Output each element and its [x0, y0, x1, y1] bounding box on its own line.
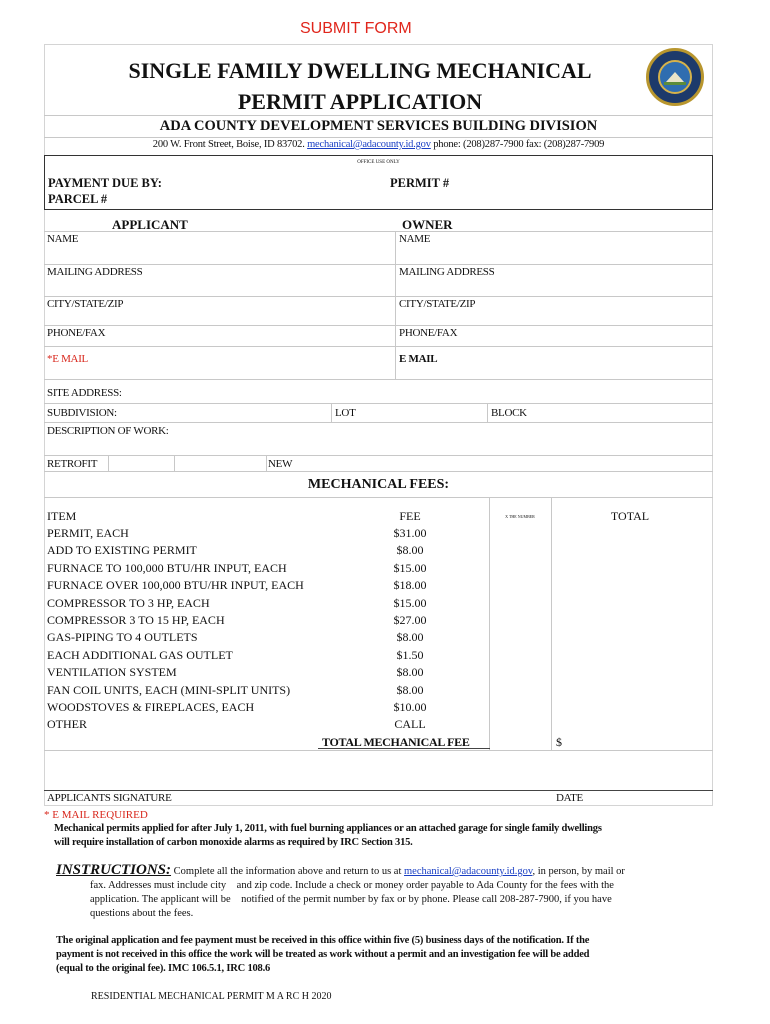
instructions-heading: INSTRUCTIONS:	[56, 862, 172, 878]
fee-row-amount: $27.00	[393, 613, 427, 627]
submit-form-button[interactable]: SUBMIT FORM	[300, 20, 412, 37]
fee-row-total-field[interactable]	[552, 664, 712, 680]
instructions-part-2: , in person, by mail or	[532, 866, 625, 877]
phone-fax: phone: (208)287-7900 fax: (208)287-7909	[433, 139, 605, 150]
fee-row-item: OTHER	[47, 717, 87, 732]
signature-label: APPLICANTS SIGNATURE	[47, 792, 172, 804]
fee-row-item: PERMIT, EACH	[47, 526, 129, 540]
permit-number-label: PERMIT #	[390, 176, 450, 190]
fee-row-amount: $8.00	[396, 543, 424, 558]
title-line-2: PERMIT APPLICATION	[237, 89, 483, 114]
fee-row-amount: $31.00	[393, 526, 427, 540]
original-notice-line-1: The original application and fee payment must be received in this office within five (5) business days of the notification. If the	[56, 935, 590, 946]
applicant-mailing-field[interactable]: MAILING ADDRESS	[47, 266, 143, 278]
contact-line	[44, 139, 713, 150]
fee-row-total-field[interactable]	[552, 682, 712, 698]
new-checkbox[interactable]: NEW	[268, 458, 293, 470]
fee-row-total-field[interactable]	[552, 647, 712, 663]
email-link[interactable]: mechanical@adacounty.id.gov	[307, 139, 431, 150]
description-of-work-field[interactable]: DESCRIPTION OF WORK:	[47, 425, 169, 437]
payment-due-label: PAYMENT DUE BY:	[48, 176, 162, 190]
fee-row-amount: $8.00	[396, 630, 424, 645]
fee-row-quantity-field[interactable]	[490, 560, 550, 576]
applicant-heading: APPLICANT	[112, 217, 188, 232]
original-notice-line-3: (equal to the original fee). IMC 106.5.1, IRC 108.6	[56, 963, 271, 974]
office-use-label: OFFICE USE ONLY	[357, 160, 400, 165]
fee-row-total-field[interactable]	[552, 699, 712, 715]
applicant-city-field[interactable]: CITY/STATE/ZIP	[47, 298, 124, 310]
total-fee-field[interactable]	[570, 735, 710, 749]
fee-row-item: EACH ADDITIONAL GAS OUTLET	[47, 647, 233, 662]
fee-row-item: WOODSTOVES & FIREPLACES, EACH	[47, 700, 255, 714]
fee-row-amount: $18.00	[393, 578, 427, 593]
owner-phone-field[interactable]: PHONE/FAX	[399, 327, 458, 339]
total-mechanical-fee-label: TOTAL MECHANICAL FEE	[322, 735, 470, 749]
form-title	[70, 55, 650, 117]
parcel-number-label: PARCEL #	[48, 192, 108, 206]
fee-row-total-field[interactable]	[552, 542, 712, 558]
fee-row-total-field[interactable]	[552, 716, 712, 732]
email-required-note: * E MAIL REQUIRED	[44, 809, 148, 821]
applicant-email-field[interactable]: *E MAIL	[47, 353, 88, 365]
fee-row-item: ADD TO EXISTING PERMIT	[47, 543, 197, 558]
owner-heading: OWNER	[402, 217, 453, 232]
fee-row-quantity-field[interactable]	[490, 716, 550, 732]
fee-row-amount: $15.00	[393, 560, 427, 575]
footer-form-id: RESIDENTIAL MECHANICAL PERMIT M A RC H 2020	[91, 991, 332, 1002]
instructions-line-4: questions about the fees.	[90, 908, 194, 919]
fees-col-fee: FEE	[399, 509, 421, 523]
total-currency: $	[556, 735, 562, 749]
fee-row-quantity-field[interactable]	[490, 595, 550, 611]
fee-row-amount: $15.00	[393, 595, 427, 610]
fee-row-amount: $1.50	[396, 647, 424, 662]
county-seal-icon	[646, 48, 704, 106]
fee-row-total-field[interactable]	[552, 560, 712, 576]
title-line-1: SINGLE FAMILY DWELLING MECHANICAL	[128, 58, 592, 83]
fee-row-total-field[interactable]	[552, 525, 712, 541]
fee-row-quantity-field[interactable]	[490, 629, 550, 645]
owner-mailing-field[interactable]: MAILING ADDRESS	[399, 266, 495, 278]
fees-col-item: ITEM	[47, 509, 77, 523]
fee-row-quantity-field[interactable]	[490, 664, 550, 680]
fee-row-item: COMPRESSOR TO 3 HP, EACH	[47, 595, 210, 610]
fee-row-quantity-field[interactable]	[490, 612, 550, 628]
owner-name-field[interactable]: NAME	[399, 233, 431, 245]
fee-row-quantity-field[interactable]	[490, 577, 550, 593]
fee-row-amount: $10.00	[393, 700, 427, 714]
fee-row-item: FAN COIL UNITS, EACH (MINI-SPLIT UNITS)	[47, 682, 291, 697]
original-notice-line-2: payment is not received in this office the work will be treated as work without a permit and an investigation fee will be added	[56, 949, 590, 960]
fee-row-total-field[interactable]	[552, 612, 712, 628]
fee-row-amount: $8.00	[396, 682, 424, 697]
mechanical-fees-heading: MECHANICAL FEES:	[307, 477, 450, 492]
co-notice-line-2: will require installation of carbon monoxide alarms as required by IRC Section 315.	[54, 837, 413, 848]
fee-row-item: GAS-PIPING TO 4 OUTLETS	[47, 630, 198, 645]
fee-row-quantity-field[interactable]	[490, 525, 550, 541]
fee-row-quantity-field[interactable]	[490, 682, 550, 698]
lot-field[interactable]: LOT	[335, 407, 356, 419]
site-address-field[interactable]: SITE ADDRESS:	[47, 387, 122, 399]
applicant-phone-field[interactable]: PHONE/FAX	[47, 327, 106, 339]
fees-col-number: X THE NUMBER	[505, 514, 535, 519]
block-field[interactable]: BLOCK	[491, 407, 527, 419]
fee-row-item: COMPRESSOR 3 TO 15 HP, EACH	[47, 613, 225, 627]
fee-row-item: VENTILATION SYSTEM	[47, 665, 177, 680]
fee-row-total-field[interactable]	[552, 595, 712, 611]
fee-row-total-field[interactable]	[552, 577, 712, 593]
subdivision-field[interactable]: SUBDIVISION:	[47, 407, 117, 419]
fee-row-quantity-field[interactable]	[490, 647, 550, 663]
applicant-name-field[interactable]: NAME	[47, 233, 79, 245]
retrofit-checkbox[interactable]: RETROFIT	[47, 458, 98, 470]
instructions-line-1	[56, 862, 625, 879]
fee-row-amount: $8.00	[396, 665, 424, 680]
owner-city-field[interactable]: CITY/STATE/ZIP	[399, 298, 476, 310]
date-label: DATE	[556, 792, 583, 804]
signature-field[interactable]	[44, 750, 713, 790]
fee-row-amount: CALL	[394, 717, 426, 732]
owner-email-field[interactable]: E MAIL	[399, 353, 438, 365]
instructions-part-1: Complete all the information above and return to us at	[173, 866, 402, 877]
fee-row-item: FURNACE OVER 100,000 BTU/HR INPUT, EACH	[47, 578, 304, 593]
co-notice-line-1: Mechanical permits applied for after July 1, 2011, with fuel burning appliances or an attached garage for single family dwellings	[54, 823, 602, 834]
instructions-line-3: application. The applicant will be notified of the permit number by fax or by phone. Please call 208-287-7900, if you have	[90, 894, 612, 905]
fee-row-total-field[interactable]	[552, 629, 712, 645]
instructions-line-2: fax. Addresses must include city and zip code. Include a check or money order payable to Ada County for the fees with the	[90, 880, 614, 891]
office-address: 200 W. Front Street, Boise, ID 83702.	[152, 139, 305, 150]
fee-row-item: FURNACE TO 100,000 BTU/HR INPUT, EACH	[47, 560, 287, 575]
fee-row-quantity-field[interactable]	[490, 699, 550, 715]
fees-col-total: TOTAL	[610, 509, 650, 523]
fee-row-quantity-field[interactable]	[490, 542, 550, 558]
instructions-email-link[interactable]: mechanical@adacounty.id.gov	[404, 866, 533, 877]
division-name: ADA COUNTY DEVELOPMENT SERVICES BUILDING DIVISION	[159, 118, 598, 134]
